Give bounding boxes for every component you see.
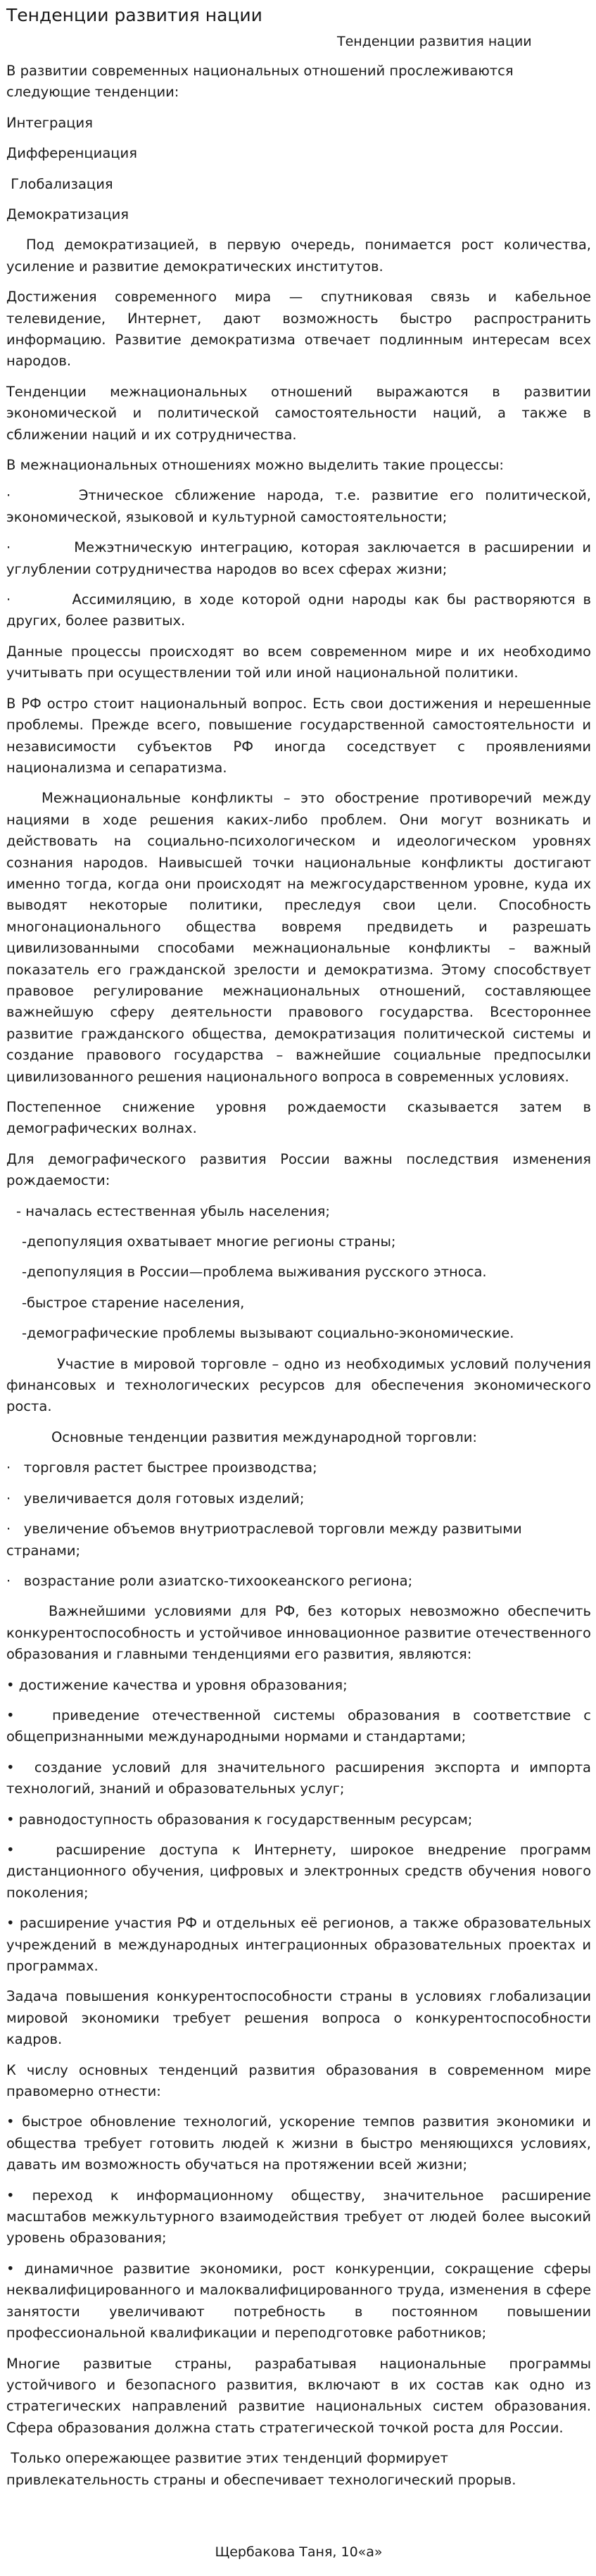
list-item: Глобализация <box>6 175 113 192</box>
paragraph: В РФ остро стоит национальный вопрос. Есть свои достижения и нерешенные проблемы. Прежде всего, повышение государственной самостоятельности и независимости субъектов РФ иногда соседствует с проявлениями национализма и сепаратизма. <box>6 695 591 776</box>
paragraph: Только опережающее развитие этих тенденций формирует привлекательность страны и обеспечивает технологический прорыв. <box>6 2450 516 2488</box>
list-item: -демографические проблемы вызывают социально-экономические. <box>22 1325 514 1342</box>
paragraph: Постепенное снижение уровня рождаемости сказывается затем в демографических волнах. <box>6 1099 591 1137</box>
paragraph: Достижения современного мира — спутниковая связь и кабельное телевидение, Интернет, дают возможность быстро распространить информацию. Развитие демократизма отвечает подлинным интересам всех народов. <box>6 289 591 370</box>
list-item: · торговля растет быстрее производства; <box>6 1459 317 1476</box>
list-item: • приведение отечественной системы образования в соответствие с общепризнанными международными нормами и стандартами; <box>6 1707 596 1745</box>
paragraph: Основные тенденции развития международной торговли: <box>51 1428 477 1445</box>
document-title: Тенденции развития нации <box>6 5 262 25</box>
paragraph: В межнациональных отношениях можно выделить такие процессы: <box>6 457 504 474</box>
list-item: · увеличение объемов внутриотраслевой торговли между развитыми странами; <box>6 1521 526 1559</box>
paragraph: Многие развитые страны, разрабатывая национальные программы устойчивого и безопасного развития, включают в их состав как одно из стратегических направлений развитие национальных систем образования. Сфера образования должна стать стратегической точкой роста для России. <box>6 2355 591 2436</box>
list-item: • достижение качества и уровня образования; <box>6 1676 348 1693</box>
paragraph: Важнейшими условиями для РФ, без которых невозможно обеспечить конкурентоспособность и устойчивое инновационное развитие отечественного образования и главными тенденциями его развития, являются: <box>6 1603 591 1663</box>
list-item: • расширение доступа к Интернету, широкое внедрение программ дистанционного обучения, цифровых и электронных средств обучения нового поколения; <box>6 1841 596 1901</box>
spacer <box>6 2500 591 2542</box>
list-item: • переход к информационному обществу, значительное расширение масштабов межкультурного взаимодействия требует от людей более высокий уровень образования; <box>6 2187 591 2247</box>
list-item: • быстрое обновление технологий, ускорение темпов развития экономики и общества требует готовить людей к жизни в быстро меняющихся условиях, давать им возможность обучаться на протяжении всей жизни; <box>6 2113 591 2173</box>
paragraph: Тенденции межнациональных отношений выражаются в развитии экономической и политической самостоятельности наций, а также в сближении наций и их сотрудничества. <box>6 383 591 443</box>
list-item: · Этническое сближение народа, т.е. развитие его политической, экономической, языковой и культурной самостоятельности; <box>6 487 596 525</box>
list-item: - началась естественная убыль населения; <box>16 1202 330 1219</box>
list-item: · Межэтническую интеграцию, которая заключается в расширении и углублении сотрудничества народов во всех сферах жизни; <box>6 539 596 577</box>
list-item: -депопуляция охватывает многие регионы страны; <box>22 1233 396 1250</box>
paragraph: Данные процессы происходят во всем современном мире и их необходимо учитывать при осуществлении той или иной национальной политики. <box>6 643 591 681</box>
author-signature: Щербакова Таня, 10«а» <box>215 2544 383 2560</box>
list-item: • равнодоступность образования к государственным ресурсам; <box>6 1811 473 1828</box>
list-item: • расширение участия РФ и отдельных её регионов, а также образовательных учреждений в международных интеграционных образовательных проектах и программах. <box>6 1915 591 1974</box>
list-item: · Ассимиляцию, в ходе которой одни народы как бы растворяются в других, более развитых. <box>6 591 596 629</box>
paragraph: Для демографического развития России важны последствия изменения рождаемости: <box>6 1150 591 1189</box>
list-item: • динамичное развитие экономики, рост конкуренции, сокращение сферы неквалифицированного и малоквалифицированного труда, изменения в сфере занятости увеличивают потребность в постоянном повышении профессиональной квалификации и переподготовке работников; <box>6 2260 591 2342</box>
list-item: · возрастание роли азиатско-тихоокеанского региона; <box>6 1572 413 1589</box>
paragraph: Под демократизацией, в первую очередь, понимается рост количества, усиление и развитие демократических институтов. <box>6 237 591 275</box>
centered-title: Тенденции развития нации <box>337 34 532 50</box>
list-item: Интеграция <box>6 114 93 131</box>
paragraph: Задача повышения конкурентоспособности страны в условиях глобализации мировой экономики требует решения вопроса о конкурентоспособности кадров. <box>6 1988 591 2048</box>
list-item: Демократизация <box>6 206 129 222</box>
paragraph: К числу основных тенденций развития образования в современном мире правомерно отнести: <box>6 2061 591 2100</box>
paragraph: Участие в мировой торговле – одно из необходимых условий получения финансовых и технологических ресурсов для обеспечения экономического роста. <box>6 1355 591 1415</box>
list-item: Дифференциация <box>6 145 137 162</box>
list-item: • создание условий для значительного расширения экспорта и импорта технологий, знаний и образовательных услуг; <box>6 1759 596 1797</box>
paragraph: В развитии современных национальных отношений прослеживаются следующие тенденции: <box>6 62 514 101</box>
list-item: -быстрое старение населения, <box>22 1294 245 1311</box>
paragraph: Межнациональные конфликты – это обострение противоречий между нациями в ходе решения каких-либо проблем. Они могут возникать и действовать на социально-психологическом и идеологическом уровнях сознания народов. Наивысшей точки национальные конфликты достигают именно тогда, когда они происходят на межгосударственном уровне, куда их выводят некоторые политики, преследуя свои цели. Способность многонационального общества вовремя предвидеть и разрешать цивилизованными способами межнациональные конфликты – важный показатель его гражданской зрелости и демократизма. Этому способствует правовое регулирование межнациональных отношений, составляющее важнейшую сферу деятельности правового государства. Всестороннее развитие гражданского общества, демократизация политической системы и создание правового государства – важнейшие социальные предпосылки цивилизованного решения национального вопроса в современных условиях. <box>6 790 591 1085</box>
list-item: · увеличивается доля готовых изделий; <box>6 1490 305 1507</box>
document-body <box>6 61 596 2491</box>
list-item: -депопуляция в России—проблема выживания русского этноса. <box>22 1264 487 1281</box>
